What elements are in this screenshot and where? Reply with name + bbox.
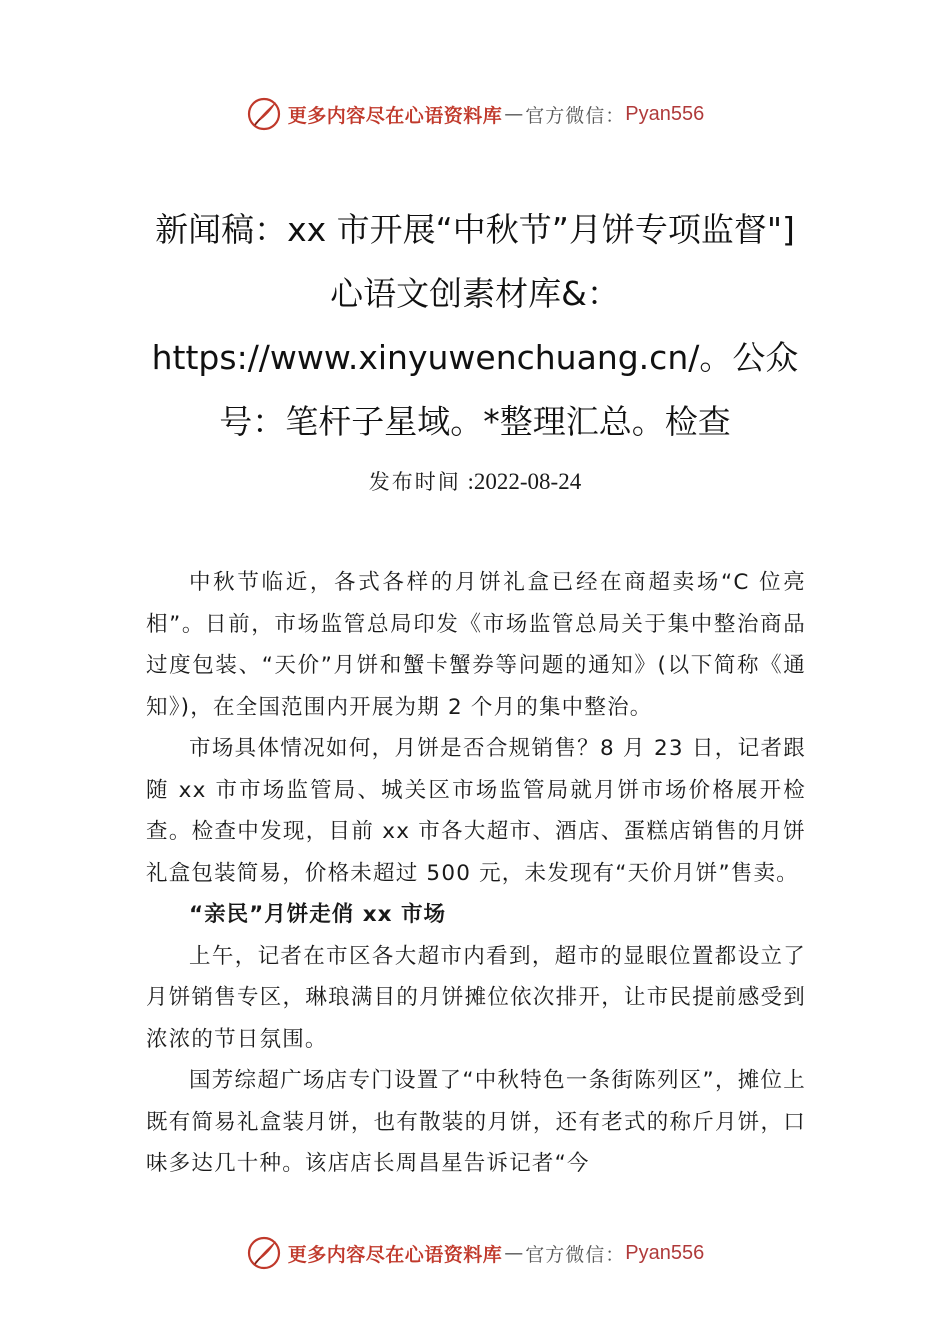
quill-circle-logo-icon	[246, 96, 282, 132]
banner-text: 更多内容尽在心语资料库	[287, 1243, 503, 1266]
footer-banner	[0, 1233, 950, 1273]
paragraph: 上午，记者在市区各大超市内看到，超市的显眼位置都设立了月饼销售专区，琳琅满目的月饼摊位依次排开，让市民提前感受到浓浓的节日氛围。	[146, 943, 806, 1052]
banner-text: 更多内容尽在心语资料库	[287, 104, 503, 127]
document-title: 新闻稿：xx 市开展“中秋节”月饼专项监督"]心语文创素材库&：https://www.xinyuwenchuang.cn/。公众号：笔杆子星域。*整理汇总。检查	[151, 210, 799, 441]
paragraph: 市场具体情况如何，月饼是否合规销售？8 月 23 日，记者跟随 xx 市市场监管局、城关区市场监管局就月饼市场价格展开检查。检查中发现，目前 xx 市各大超市、酒店、蛋糕店销售的月饼礼盒包装简易，价格未超过 500 元，未发现有“天价月饼”售卖。	[146, 736, 806, 886]
banner-wechat-label: 官方微信：	[525, 1243, 626, 1266]
section-heading: “亲民”月饼走俏 xx 市场	[189, 902, 446, 927]
paragraph: 中秋节临近，各式各样的月饼礼盒已经在商超卖场“C 位亮相”。日前，市场监管总局印发《市场监管总局关于集中整治商品过度包装、“天价”月饼和蟹卡蟹券等问题的通知》(以下简称《通知》)，在全国范围内开展为期 2 个月的集中整治。	[146, 570, 806, 720]
banner-dash: —	[504, 103, 524, 125]
publish-date-value: :2022-08-24	[467, 469, 582, 494]
banner-wechat-label: 官方微信：	[525, 104, 626, 127]
paragraph: 国芳综超广场店专门设置了“中秋特色一条街陈列区”，摊位上既有简易礼盒装月饼，也有散装的月饼，还有老式的称斤月饼，口味多达几十种。该店店长周昌星告诉记者“今	[146, 1068, 806, 1176]
banner-wechat-id: Pyan556	[625, 1241, 705, 1264]
publish-date	[0, 466, 950, 496]
banner-wechat-id: Pyan556	[625, 102, 705, 125]
quill-circle-logo-icon	[246, 1235, 282, 1271]
publish-date-label: 发布时间	[368, 470, 461, 494]
banner-dash: —	[504, 1242, 524, 1264]
header-banner	[0, 94, 950, 134]
article-body	[146, 562, 806, 1185]
